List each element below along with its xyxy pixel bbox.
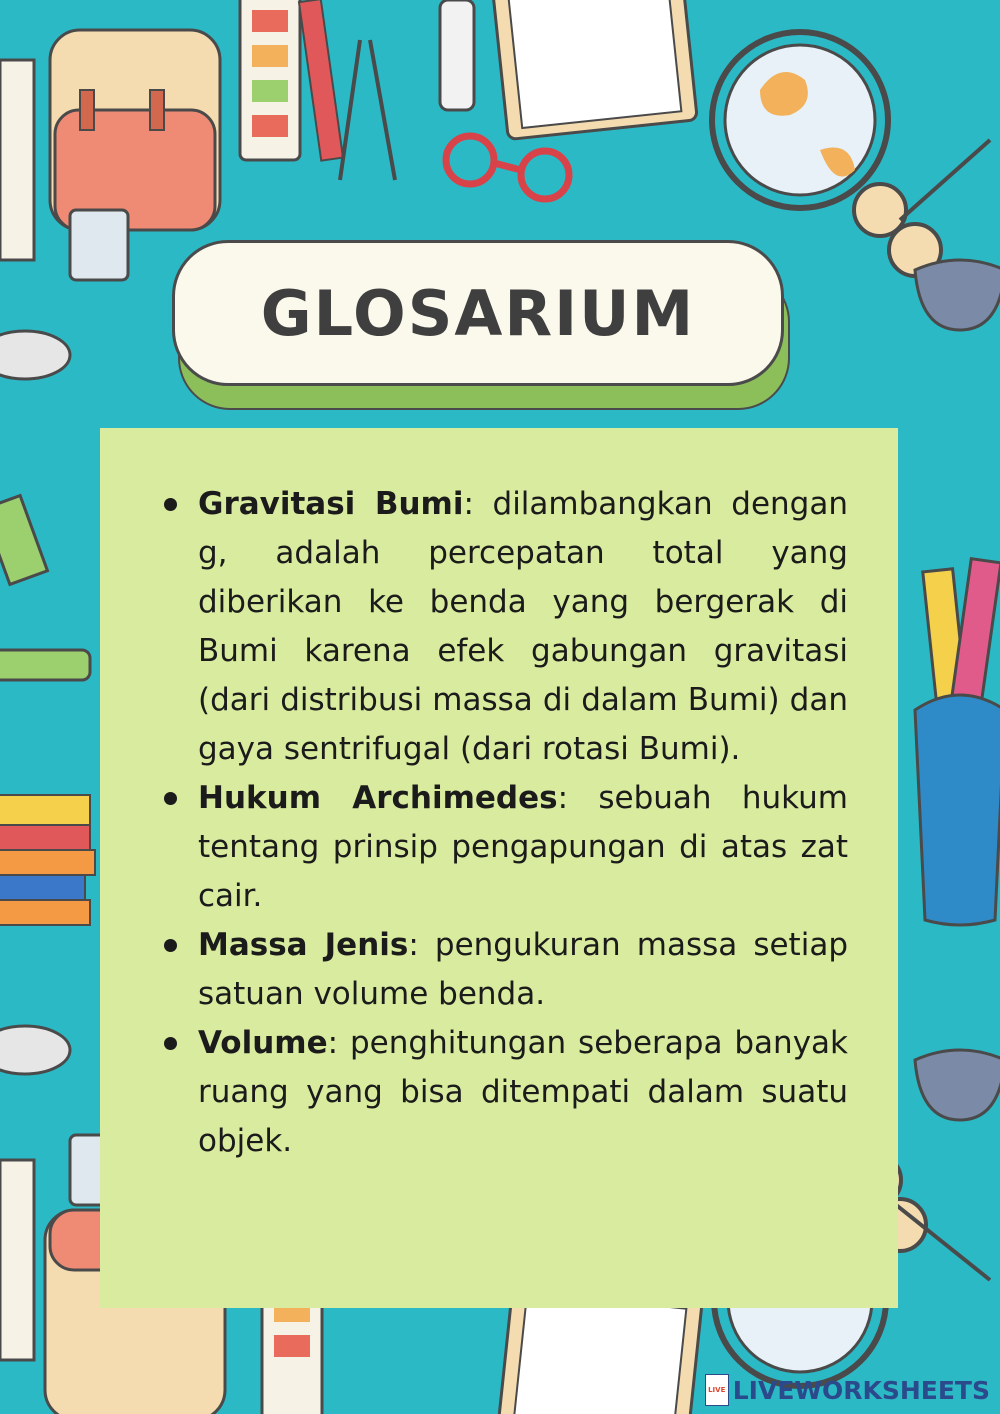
microscope-icon (0, 496, 90, 680)
glossary-list (160, 480, 848, 1166)
title-banner (172, 240, 790, 410)
books-icon (0, 795, 95, 925)
glossary-term: Massa Jenis (198, 927, 409, 963)
glossary-definition: : sebuah hukum tentang prinsip pengapungan di atas zat cair. (198, 780, 849, 914)
live-badge-text: LIVE (708, 1386, 726, 1394)
tape-icon (0, 1026, 70, 1074)
glossary-term: Volume (198, 1025, 328, 1061)
glossary-item (160, 480, 848, 774)
glossary-definition: : dilambangkan dengan g, adalah percepatan total yang diberikan ke benda yang bergerak di Bumi karena efek gabungan gravitasi (dari distribusi massa di dalam Bumi) dan gaya sentrifugal (dari rotasi Bumi). (198, 486, 848, 767)
bullet-icon (164, 939, 177, 952)
page-title: GLOSARIUM (260, 276, 696, 350)
glossary-definition: : pengukuran massa setiap satuan volume benda. (198, 927, 849, 1012)
ruler-icon (0, 1160, 34, 1360)
liveworksheets-watermark[interactable] (705, 1372, 990, 1408)
compass-icon (340, 40, 395, 180)
glasses-icon (446, 136, 569, 199)
backpack-icon (50, 30, 220, 230)
glossary-item (160, 921, 848, 1019)
bowl-icon (915, 260, 1000, 330)
live-badge-icon (705, 1374, 729, 1406)
glossary-definition: : penghitungan seberapa banyak ruang yang bisa ditempati dalam suatu objek. (198, 1025, 848, 1159)
globe-icon (712, 32, 888, 208)
scissors-icon (854, 140, 990, 276)
glossary-term: Gravitasi Bumi (198, 486, 464, 522)
pencil-cup-icon (915, 559, 1000, 925)
title-banner-pill (172, 240, 784, 386)
ruler-icon (0, 60, 34, 260)
paint-palette-icon (240, 0, 300, 160)
glossary-item (160, 1019, 848, 1166)
watermark-text: LIVEWORKSHEETS (732, 1375, 990, 1405)
bullet-icon (164, 792, 177, 805)
marker-icon (440, 0, 474, 110)
glossary-term: Hukum Archimedes (198, 780, 558, 816)
bullet-icon (164, 1037, 177, 1050)
notebook-icon (493, 0, 698, 140)
sharpener-icon (70, 210, 128, 280)
pencil-icon (299, 0, 343, 161)
glossary-item (160, 774, 848, 921)
bullet-icon (164, 498, 177, 511)
bowl-icon (915, 1050, 1000, 1120)
tape-icon (0, 331, 70, 379)
